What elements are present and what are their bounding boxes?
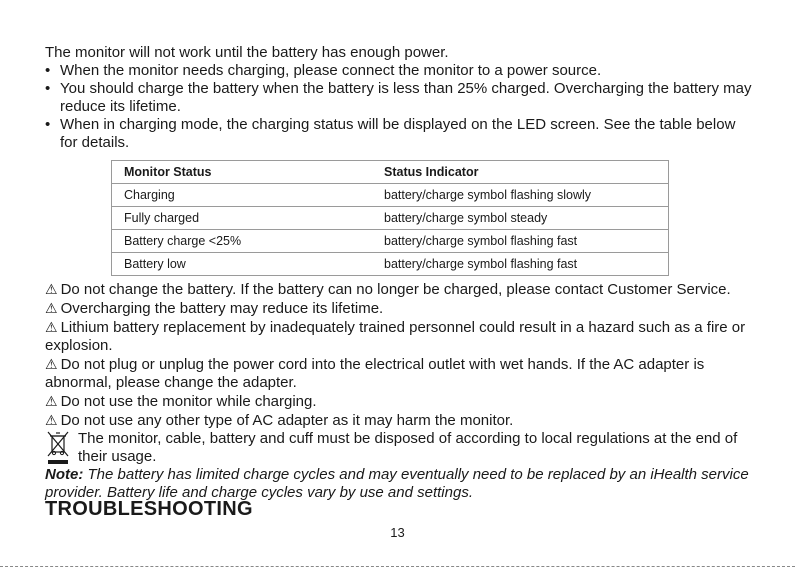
cell-monitor-status: Charging <box>112 184 373 207</box>
charging-status-table <box>111 160 669 276</box>
bullet-item <box>45 116 757 152</box>
cell-monitor-status: Battery low <box>112 253 373 276</box>
warning-triangle-icon: ⚠ <box>45 356 58 372</box>
cell-monitor-status: Fully charged <box>112 207 373 230</box>
table-row <box>112 184 669 207</box>
warning-text: Overcharging the battery may reduce its lifetime. <box>60 300 384 317</box>
bullet-text: You should charge the battery when the battery is less than 25% charged. Overcharging the battery may reduce its lifetime. <box>60 80 752 115</box>
cell-status-indicator: battery/charge symbol steady <box>372 207 669 230</box>
bullet-dot: • <box>45 116 51 133</box>
cell-status-indicator: battery/charge symbol flashing fast <box>372 253 669 276</box>
warning-text: Do not change the battery. If the battery can no longer be charged, please contact Customer Service. <box>60 281 731 298</box>
warning-text: Do not use any other type of AC adapter as it may harm the monitor. <box>60 412 514 429</box>
header-status-indicator: Status Indicator <box>372 161 669 184</box>
table-row <box>112 230 669 253</box>
warning-triangle-icon: ⚠ <box>45 300 58 316</box>
warning-item <box>45 411 757 430</box>
warning-triangle-icon: ⚠ <box>45 319 58 335</box>
note-text: The battery has limited charge cycles and may eventually need to be replaced by an iHealth service provider. Battery life and charge cycles vary by use and settings. <box>45 466 749 501</box>
table-row <box>112 253 669 276</box>
intro-section <box>45 44 757 152</box>
warning-item <box>45 318 757 355</box>
section-heading: TROUBLESHOOTING <box>45 498 253 520</box>
warning-text: Lithium battery replacement by inadequately trained personnel could result in a hazard such as a fire or explosion. <box>45 319 746 354</box>
note-paragraph <box>45 466 757 502</box>
bullet-text: When the monitor needs charging, please connect the monitor to a power source. <box>60 62 602 79</box>
bullet-dot: • <box>45 62 51 79</box>
bullet-item <box>45 80 757 116</box>
crossed-out-bin-icon <box>45 430 75 466</box>
disposal-notice <box>45 430 757 466</box>
warning-item <box>45 280 757 299</box>
warning-item <box>45 355 757 392</box>
warning-triangle-icon: ⚠ <box>45 393 58 409</box>
cell-status-indicator: battery/charge symbol flashing fast <box>372 230 669 253</box>
warning-triangle-icon: ⚠ <box>45 412 58 428</box>
warning-item <box>45 299 757 318</box>
cell-monitor-status: Battery charge <25% <box>112 230 373 253</box>
page-number: 13 <box>390 525 405 540</box>
header-monitor-status: Monitor Status <box>112 161 373 184</box>
bullet-item <box>45 62 757 80</box>
warning-triangle-icon: ⚠ <box>45 281 58 297</box>
warning-text: Do not use the monitor while charging. <box>60 393 317 410</box>
table-header-row <box>112 161 669 184</box>
warnings-section <box>45 280 757 502</box>
intro-line: The monitor will not work until the battery has enough power. <box>45 44 449 61</box>
table-row <box>112 207 669 230</box>
note-label: Note: <box>45 466 84 483</box>
disposal-text: The monitor, cable, battery and cuff must be disposed of according to local regulations at the end of their usage. <box>78 430 738 465</box>
bullet-text: When in charging mode, the charging status will be displayed on the LED screen. See the table below for details. <box>60 116 736 151</box>
warning-item <box>45 392 757 411</box>
warning-text: Do not plug or unplug the power cord into the electrical outlet with wet hands. If the AC adapter is abnormal, please change the adapter. <box>45 356 705 391</box>
cell-status-indicator: battery/charge symbol flashing slowly <box>372 184 669 207</box>
bullet-dot: • <box>45 80 51 97</box>
